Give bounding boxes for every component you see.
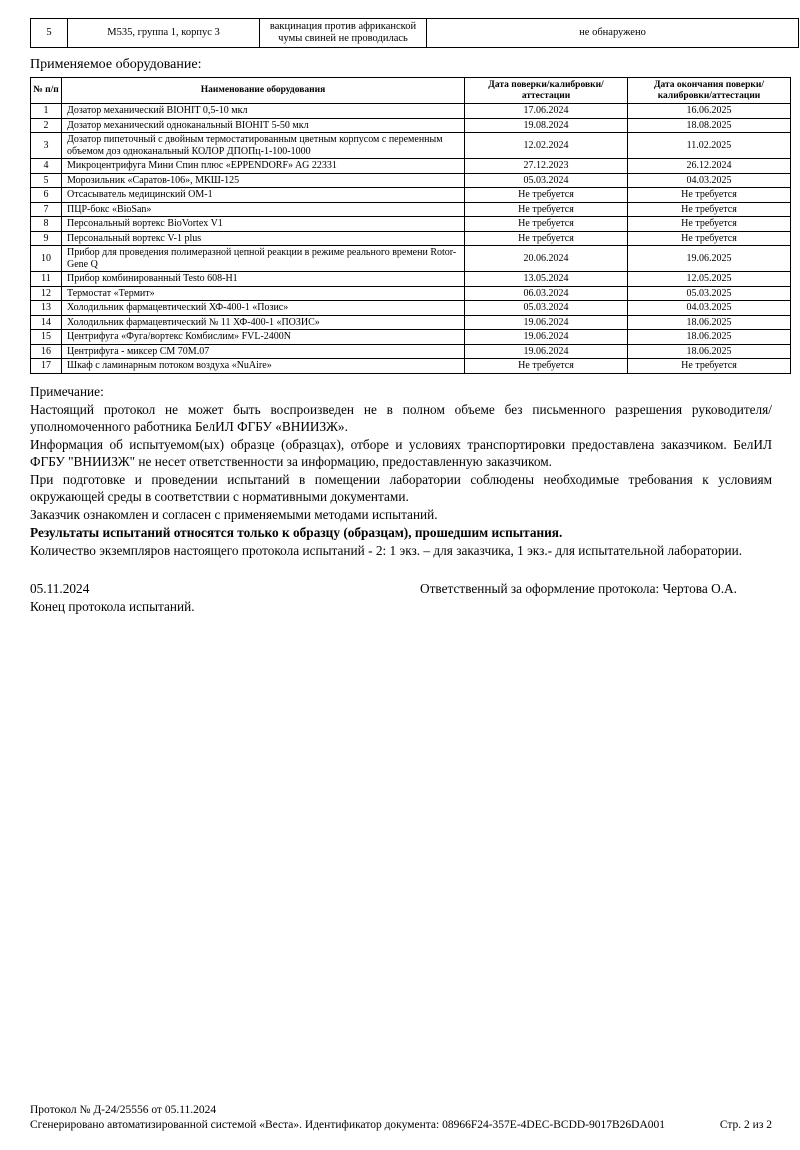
equipment-name: Холодильник фармацевтический № 11 ХФ-400-1 «ПОЗИС» bbox=[62, 315, 465, 330]
equipment-header-num: № п/п bbox=[31, 78, 62, 104]
notes-section bbox=[30, 383, 772, 559]
equipment-date-end: Не требуется bbox=[628, 231, 791, 246]
equipment-date-end: 18.06.2025 bbox=[628, 344, 791, 359]
equipment-header-date-calibration: Дата поверки/калибровки/аттестации bbox=[465, 78, 628, 104]
equipment-header-date-end: Дата окончания поверки/калибровки/аттестации bbox=[628, 78, 791, 104]
equipment-num: 12 bbox=[31, 286, 62, 301]
equipment-name: Холодильник фармацевтический ХФ-400-1 «Позис» bbox=[62, 301, 465, 316]
equipment-num: 10 bbox=[31, 246, 62, 272]
table-row bbox=[31, 159, 791, 174]
equipment-date-end: Не требуется bbox=[628, 188, 791, 203]
equipment-date-end: 19.06.2025 bbox=[628, 246, 791, 272]
equipment-name: ПЦР-бокс «BioSan» bbox=[62, 202, 465, 217]
equipment-date-end: 18.06.2025 bbox=[628, 330, 791, 345]
equipment-name: Микроцентрифуга Мини Спин плюс «EPPENDORF» AG 22331 bbox=[62, 159, 465, 174]
equipment-num: 16 bbox=[31, 344, 62, 359]
equipment-num: 3 bbox=[31, 133, 62, 159]
signature-responsible: Ответственный за оформление протокола: Чертова О.А. bbox=[420, 581, 737, 597]
equipment-date-end: 04.03.2025 bbox=[628, 301, 791, 316]
equipment-name: Прибор комбинированный Testo 608-H1 bbox=[62, 272, 465, 287]
equipment-num: 6 bbox=[31, 188, 62, 203]
equipment-date-calibration: 19.06.2024 bbox=[465, 344, 628, 359]
page-footer bbox=[30, 1103, 772, 1134]
equipment-date-calibration: 19.06.2024 bbox=[465, 315, 628, 330]
equipment-name: Персональный вортекс V-1 plus bbox=[62, 231, 465, 246]
equipment-header-row bbox=[31, 78, 791, 104]
equipment-date-calibration: Не требуется bbox=[465, 231, 628, 246]
equipment-header-name: Наименование оборудования bbox=[62, 78, 465, 104]
table-row bbox=[31, 301, 791, 316]
document-page bbox=[0, 18, 800, 1150]
equipment-name: Дозатор механический ВIОНIТ 0,5-10 мкл bbox=[62, 104, 465, 119]
footer-protocol-number: Протокол № Д-24/25556 от 05.11.2024 bbox=[30, 1103, 217, 1116]
table-row bbox=[31, 202, 791, 217]
note-line: Заказчик ознакомлен и согласен с применяемыми методами испытаний. bbox=[30, 506, 438, 522]
equipment-name: Морозильник «Саратов-106», МКШ-125 bbox=[62, 173, 465, 188]
equipment-date-calibration: 17.06.2024 bbox=[465, 104, 628, 119]
equipment-name: Прибор для проведения полимеразной цепной реакции в режиме реального времени Rotor-Gene Q bbox=[62, 246, 465, 272]
signature-row bbox=[30, 581, 772, 597]
equipment-num: 9 bbox=[31, 231, 62, 246]
table-row bbox=[31, 133, 791, 159]
equipment-date-calibration: 05.03.2024 bbox=[465, 301, 628, 316]
footer-generated-by: Сгенерировано автоматизированной системой «Веста». Идентификатор документа: 08966F24-357E-4DEC-BCDD-9017B26DA001 bbox=[30, 1119, 666, 1132]
equipment-date-end: Не требуется bbox=[628, 359, 791, 374]
footer-page-number: Стр. 2 из 2 bbox=[719, 1119, 772, 1132]
equipment-table-head bbox=[31, 78, 791, 104]
equipment-num: 17 bbox=[31, 359, 62, 374]
equipment-name: Шкаф с ламинарным потоком воздуха «NuAire» bbox=[62, 359, 465, 374]
equipment-date-calibration: 06.03.2024 bbox=[465, 286, 628, 301]
equipment-num: 2 bbox=[31, 118, 62, 133]
equipment-date-end: 04.03.2025 bbox=[628, 173, 791, 188]
table-row bbox=[31, 246, 791, 272]
table-row bbox=[31, 231, 791, 246]
result-row-number: 5 bbox=[31, 19, 68, 48]
equipment-name: Персональный вортекс BioVortex V1 bbox=[62, 217, 465, 232]
results-table-body bbox=[31, 19, 799, 48]
equipment-table bbox=[30, 77, 791, 374]
equipment-num: 15 bbox=[31, 330, 62, 345]
equipment-date-calibration: 19.06.2024 bbox=[465, 330, 628, 345]
table-row bbox=[31, 344, 791, 359]
equipment-date-end: 16.06.2025 bbox=[628, 104, 791, 119]
equipment-date-calibration: 19.08.2024 bbox=[465, 118, 628, 133]
equipment-date-end: 05.03.2025 bbox=[628, 286, 791, 301]
equipment-name: Центрифуга «Фуга/вортекс Комбислим» FVL-2400N bbox=[62, 330, 465, 345]
equipment-name: Центрифуга - миксер СМ 70М.07 bbox=[62, 344, 465, 359]
result-row-test: вакцинация против африканской чумы свиней не проводилась bbox=[260, 19, 427, 48]
notes-title: Примечание: bbox=[30, 383, 104, 399]
equipment-date-calibration: 12.02.2024 bbox=[465, 133, 628, 159]
table-row bbox=[31, 217, 791, 232]
footer-protocol-row bbox=[30, 1103, 772, 1119]
table-row bbox=[31, 19, 799, 48]
equipment-name: Дозатор механический одноканальный ВIОНIТ 5-50 мкл bbox=[62, 118, 465, 133]
equipment-name: Дозатор пипеточный с двойным термостатированным цветным корпусом с переменным объемом доз одноканальный КОЛОР ДПОПц-1-100-1000 bbox=[62, 133, 465, 159]
result-row-sample: М535, группа 1, корпус 3 bbox=[68, 19, 260, 48]
equipment-date-calibration: Не требуется bbox=[465, 217, 628, 232]
equipment-date-calibration: 05.03.2024 bbox=[465, 173, 628, 188]
table-row bbox=[31, 118, 791, 133]
table-row bbox=[31, 330, 791, 345]
equipment-num: 5 bbox=[31, 173, 62, 188]
note-line: Количество экземпляров настоящего протокола испытаний - 2: 1 экз. – для заказчика, 1 экз.- для испытательной лаборатории. bbox=[30, 543, 743, 559]
table-row bbox=[31, 188, 791, 203]
results-table-continuation bbox=[30, 18, 799, 48]
note-line: Настоящий протокол не может быть воспроизведен не в полном объеме без письменного разрешения руководителя/уполномоченного работника БелИЛ ФГБУ «ВНИИЗЖ». bbox=[30, 401, 772, 434]
result-row-result: не обнаружено bbox=[427, 19, 799, 48]
equipment-date-calibration: 27.12.2023 bbox=[465, 159, 628, 174]
table-row bbox=[31, 272, 791, 287]
equipment-date-calibration: Не требуется bbox=[465, 188, 628, 203]
equipment-date-end: Не требуется bbox=[628, 202, 791, 217]
equipment-num: 7 bbox=[31, 202, 62, 217]
equipment-num: 11 bbox=[31, 272, 62, 287]
equipment-num: 13 bbox=[31, 301, 62, 316]
table-row bbox=[31, 173, 791, 188]
equipment-section-title: Применяемое оборудование: bbox=[30, 57, 202, 73]
protocol-end-line: Конец протокола испытаний. bbox=[30, 599, 195, 615]
equipment-date-end: Не требуется bbox=[628, 217, 791, 232]
note-line: При подготовке и проведении испытаний в помещении лаборатории соблюдены необходимые требования к условиям окружающей среды в соответствии с нормативными документами. bbox=[30, 471, 772, 504]
table-row bbox=[31, 104, 791, 119]
note-line: Информация об испытуемом(ых) образце (образцах), отборе и условиях транспортировки предоставлена заказчиком. БелИЛ ФГБУ "ВНИИЗЖ" не несет ответственности за информацию, предоставленную заказчиком. bbox=[30, 436, 772, 469]
equipment-num: 14 bbox=[31, 315, 62, 330]
equipment-date-calibration: Не требуется bbox=[465, 202, 628, 217]
equipment-date-end: 11.02.2025 bbox=[628, 133, 791, 159]
equipment-name: Термостат «Термит» bbox=[62, 286, 465, 301]
equipment-name: Отсасыватель медицинский ОМ-1 bbox=[62, 188, 465, 203]
equipment-num: 8 bbox=[31, 217, 62, 232]
equipment-date-calibration: 13.05.2024 bbox=[465, 272, 628, 287]
equipment-num: 1 bbox=[31, 104, 62, 119]
signature-date: 05.11.2024 bbox=[30, 581, 90, 597]
table-row bbox=[31, 359, 791, 374]
equipment-table-body bbox=[31, 104, 791, 374]
equipment-date-calibration: Не требуется bbox=[465, 359, 628, 374]
equipment-num: 4 bbox=[31, 159, 62, 174]
table-row bbox=[31, 286, 791, 301]
equipment-date-end: 26.12.2024 bbox=[628, 159, 791, 174]
equipment-date-end: 18.06.2025 bbox=[628, 315, 791, 330]
note-line-highlight: Результаты испытаний относятся только к образцу (образцам), прошедшим испытания. bbox=[30, 525, 563, 540]
equipment-date-end: 12.05.2025 bbox=[628, 272, 791, 287]
equipment-date-end: 18.08.2025 bbox=[628, 118, 791, 133]
equipment-date-calibration: 20.06.2024 bbox=[465, 246, 628, 272]
table-row bbox=[31, 315, 791, 330]
